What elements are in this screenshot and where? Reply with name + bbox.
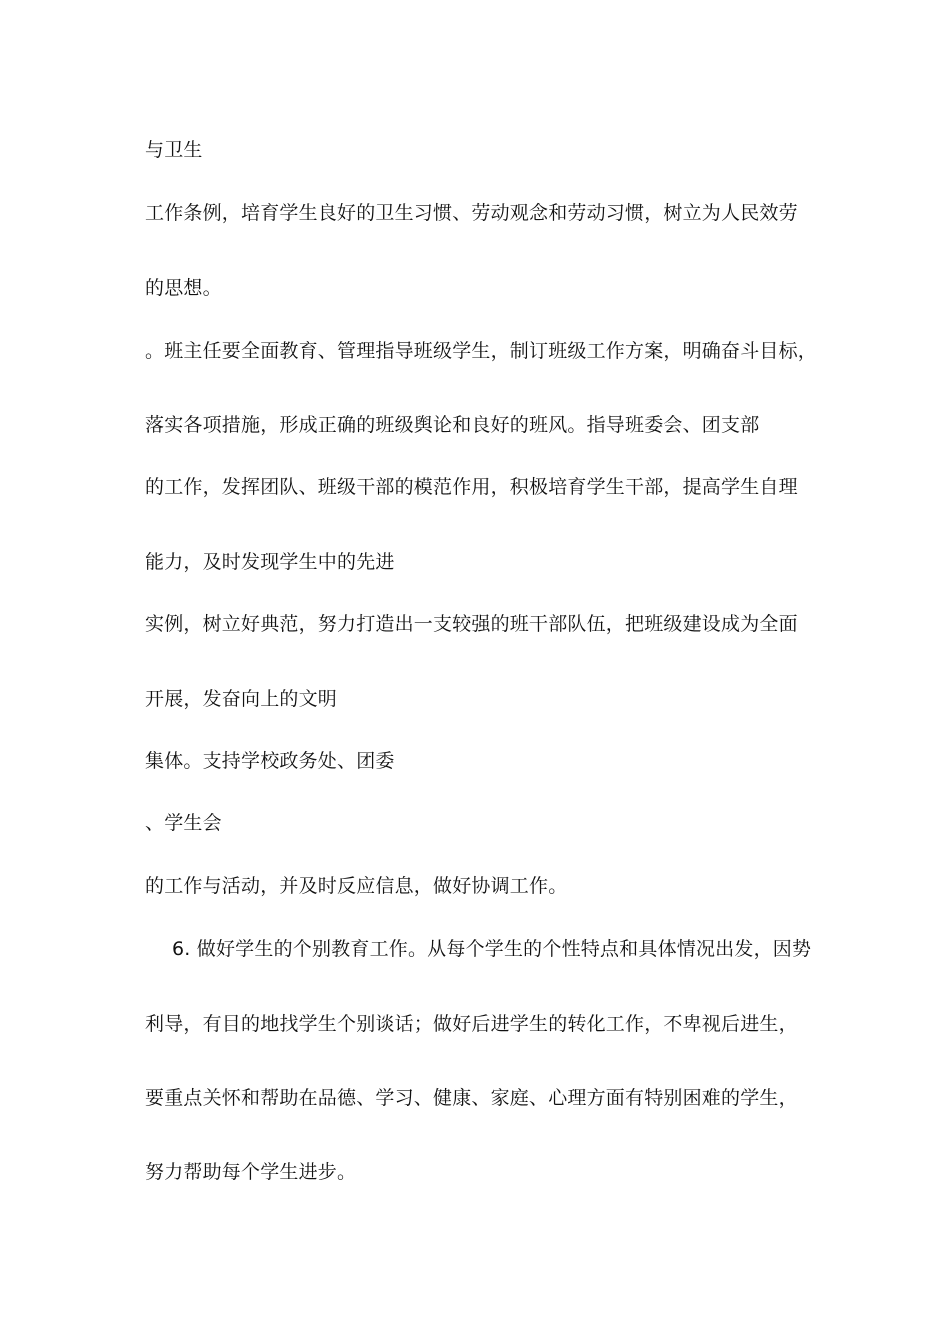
text-line: 的工作，发挥团队、班级干部的模范作用，积极培育学生干部，提高学生自理 xyxy=(145,476,798,498)
text-line: 利导，有目的地找学生个别谈话；做好后进学生的转化工作，不卑视后进生， xyxy=(145,1013,798,1035)
numbered-item-6: 6. 做好学生的个别教育工作。从每个学生的个性特点和具体情况出发，因势 xyxy=(172,938,812,960)
text-line: 集体。支持学校政务处、团委 xyxy=(145,750,395,772)
text-line: 的思想。 xyxy=(145,277,222,299)
text-line: 。班主任要全面教育、管理指导班级学生，制订班级工作方案，明确奋斗目标， xyxy=(145,340,818,362)
text-line: 、学生会 xyxy=(145,812,222,834)
text-line: 工作条例，培育学生良好的卫生习惯、劳动观念和劳动习惯，树立为人民效劳 xyxy=(145,202,798,224)
text-line: 要重点关怀和帮助在品德、学习、健康、家庭、心理方面有特别困难的学生， xyxy=(145,1087,798,1109)
text-line: 的工作与活动，并及时反应信息，做好协调工作。 xyxy=(145,875,568,897)
text-line: 开展，发奋向上的文明 xyxy=(145,688,338,710)
text-line: 与卫生 xyxy=(145,139,203,161)
text-line: 实例，树立好典范，努力打造出一支较强的班干部队伍，把班级建设成为全面 xyxy=(145,613,798,635)
text-line: 能力，及时发现学生中的先进 xyxy=(145,551,395,573)
text-line: 努力帮助每个学生进步。 xyxy=(145,1161,357,1183)
text-line: 落实各项措施，形成正确的班级舆论和良好的班风。指导班委会、团支部 xyxy=(145,414,760,436)
